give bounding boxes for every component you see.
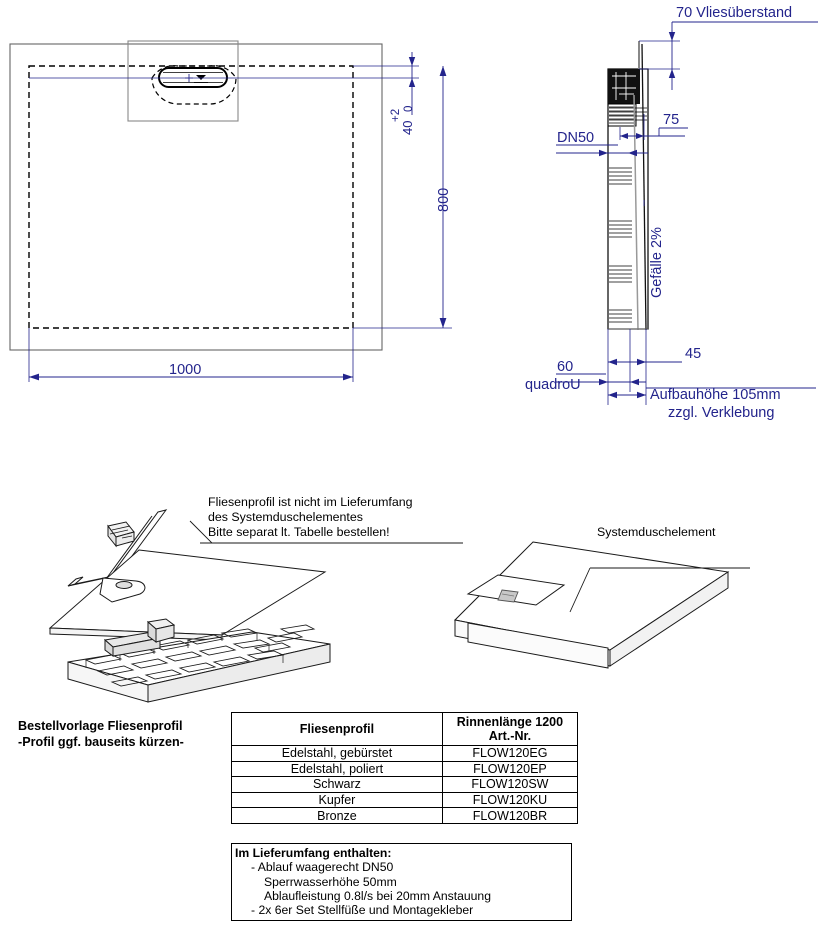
slope-label: Gefälle 2% bbox=[649, 227, 665, 298]
delivery-scope-list bbox=[235, 860, 568, 917]
delivery-scope-item: - 2x 6er Set Stellfüße und Montagekleber bbox=[251, 903, 474, 918]
callout-system-shower-element: Systemduschelement bbox=[597, 525, 716, 539]
cell-article: FLOW120EG bbox=[442, 746, 577, 762]
delivery-scope-title: Im Lieferumfang enthalten: bbox=[235, 846, 392, 860]
table-row bbox=[232, 746, 578, 762]
cell-profile: Edelstahl, poliert bbox=[232, 761, 443, 777]
order-note-line2: -Profil ggf. bauseits kürzen- bbox=[18, 734, 184, 749]
callout-tile-profile-line3: Bitte separat lt. Tabelle bestellen! bbox=[208, 524, 390, 539]
delivery-scope-item: - Ablauf waagerecht DN50 bbox=[251, 860, 394, 875]
cell-article: FLOW120EP bbox=[442, 761, 577, 777]
table-header-article bbox=[442, 713, 577, 746]
build-height-label-line1: Aufbauhöhe 105mm bbox=[650, 387, 781, 403]
cell-profile: Bronze bbox=[232, 808, 443, 824]
cell-article: FLOW120BR bbox=[442, 808, 577, 824]
vlies-overhang-label: 70 Vliesüberstand bbox=[676, 5, 793, 21]
table-row bbox=[232, 808, 578, 824]
dimension-60-label: 60 bbox=[557, 359, 574, 375]
callout-tile-profile bbox=[208, 495, 413, 540]
cell-article: FLOW120SW bbox=[442, 777, 577, 793]
delivery-scope-box bbox=[231, 843, 572, 921]
callout-tile-profile-line1: Fliesenprofil ist nicht im Lieferumfang bbox=[208, 495, 413, 509]
table-row bbox=[232, 761, 578, 777]
plan-tolerance-upper-label: +2 bbox=[390, 108, 402, 122]
plan-width-dimension-label: 1000 bbox=[169, 362, 202, 378]
dimension-75-label: 75 bbox=[663, 112, 680, 128]
table-header-row bbox=[232, 713, 578, 746]
profile-order-table bbox=[231, 712, 578, 824]
table-row bbox=[232, 777, 578, 793]
cell-profile: Kupfer bbox=[232, 792, 443, 808]
product-name-label: quadroU bbox=[525, 377, 581, 393]
plan-offset-dimension-label: 40 bbox=[400, 120, 415, 135]
dimension-45-label: 45 bbox=[685, 346, 702, 362]
dn50-label: DN50 bbox=[557, 130, 595, 146]
cell-profile: Edelstahl, gebürstet bbox=[232, 746, 443, 762]
plan-tolerance-lower-label: 0 bbox=[403, 105, 415, 112]
delivery-scope-item: Sperrwasserhöhe 50mm bbox=[264, 874, 397, 889]
table-header-article-line2: Art.-Nr. bbox=[488, 729, 532, 743]
order-note-line1: Bestellvorlage Fliesenprofil bbox=[18, 719, 183, 733]
cell-article: FLOW120KU bbox=[442, 792, 577, 808]
cell-profile: Schwarz bbox=[232, 777, 443, 793]
table-row bbox=[232, 792, 578, 808]
callout-tile-profile-line2: des Systemduschelementes bbox=[208, 509, 363, 524]
order-note bbox=[18, 719, 184, 750]
table-header-profile: Fliesenprofil bbox=[232, 713, 443, 746]
table-header-article-line1: Rinnenlänge 1200 bbox=[456, 715, 564, 729]
assembled-element-graphics bbox=[440, 520, 780, 720]
build-height-label-line2: zzgl. Verklebung bbox=[668, 405, 775, 421]
plan-height-dimension-label: 800 bbox=[436, 187, 452, 212]
delivery-scope-item: Ablaufleistung 0.8l/s bei 20mm Anstauung bbox=[264, 888, 491, 903]
